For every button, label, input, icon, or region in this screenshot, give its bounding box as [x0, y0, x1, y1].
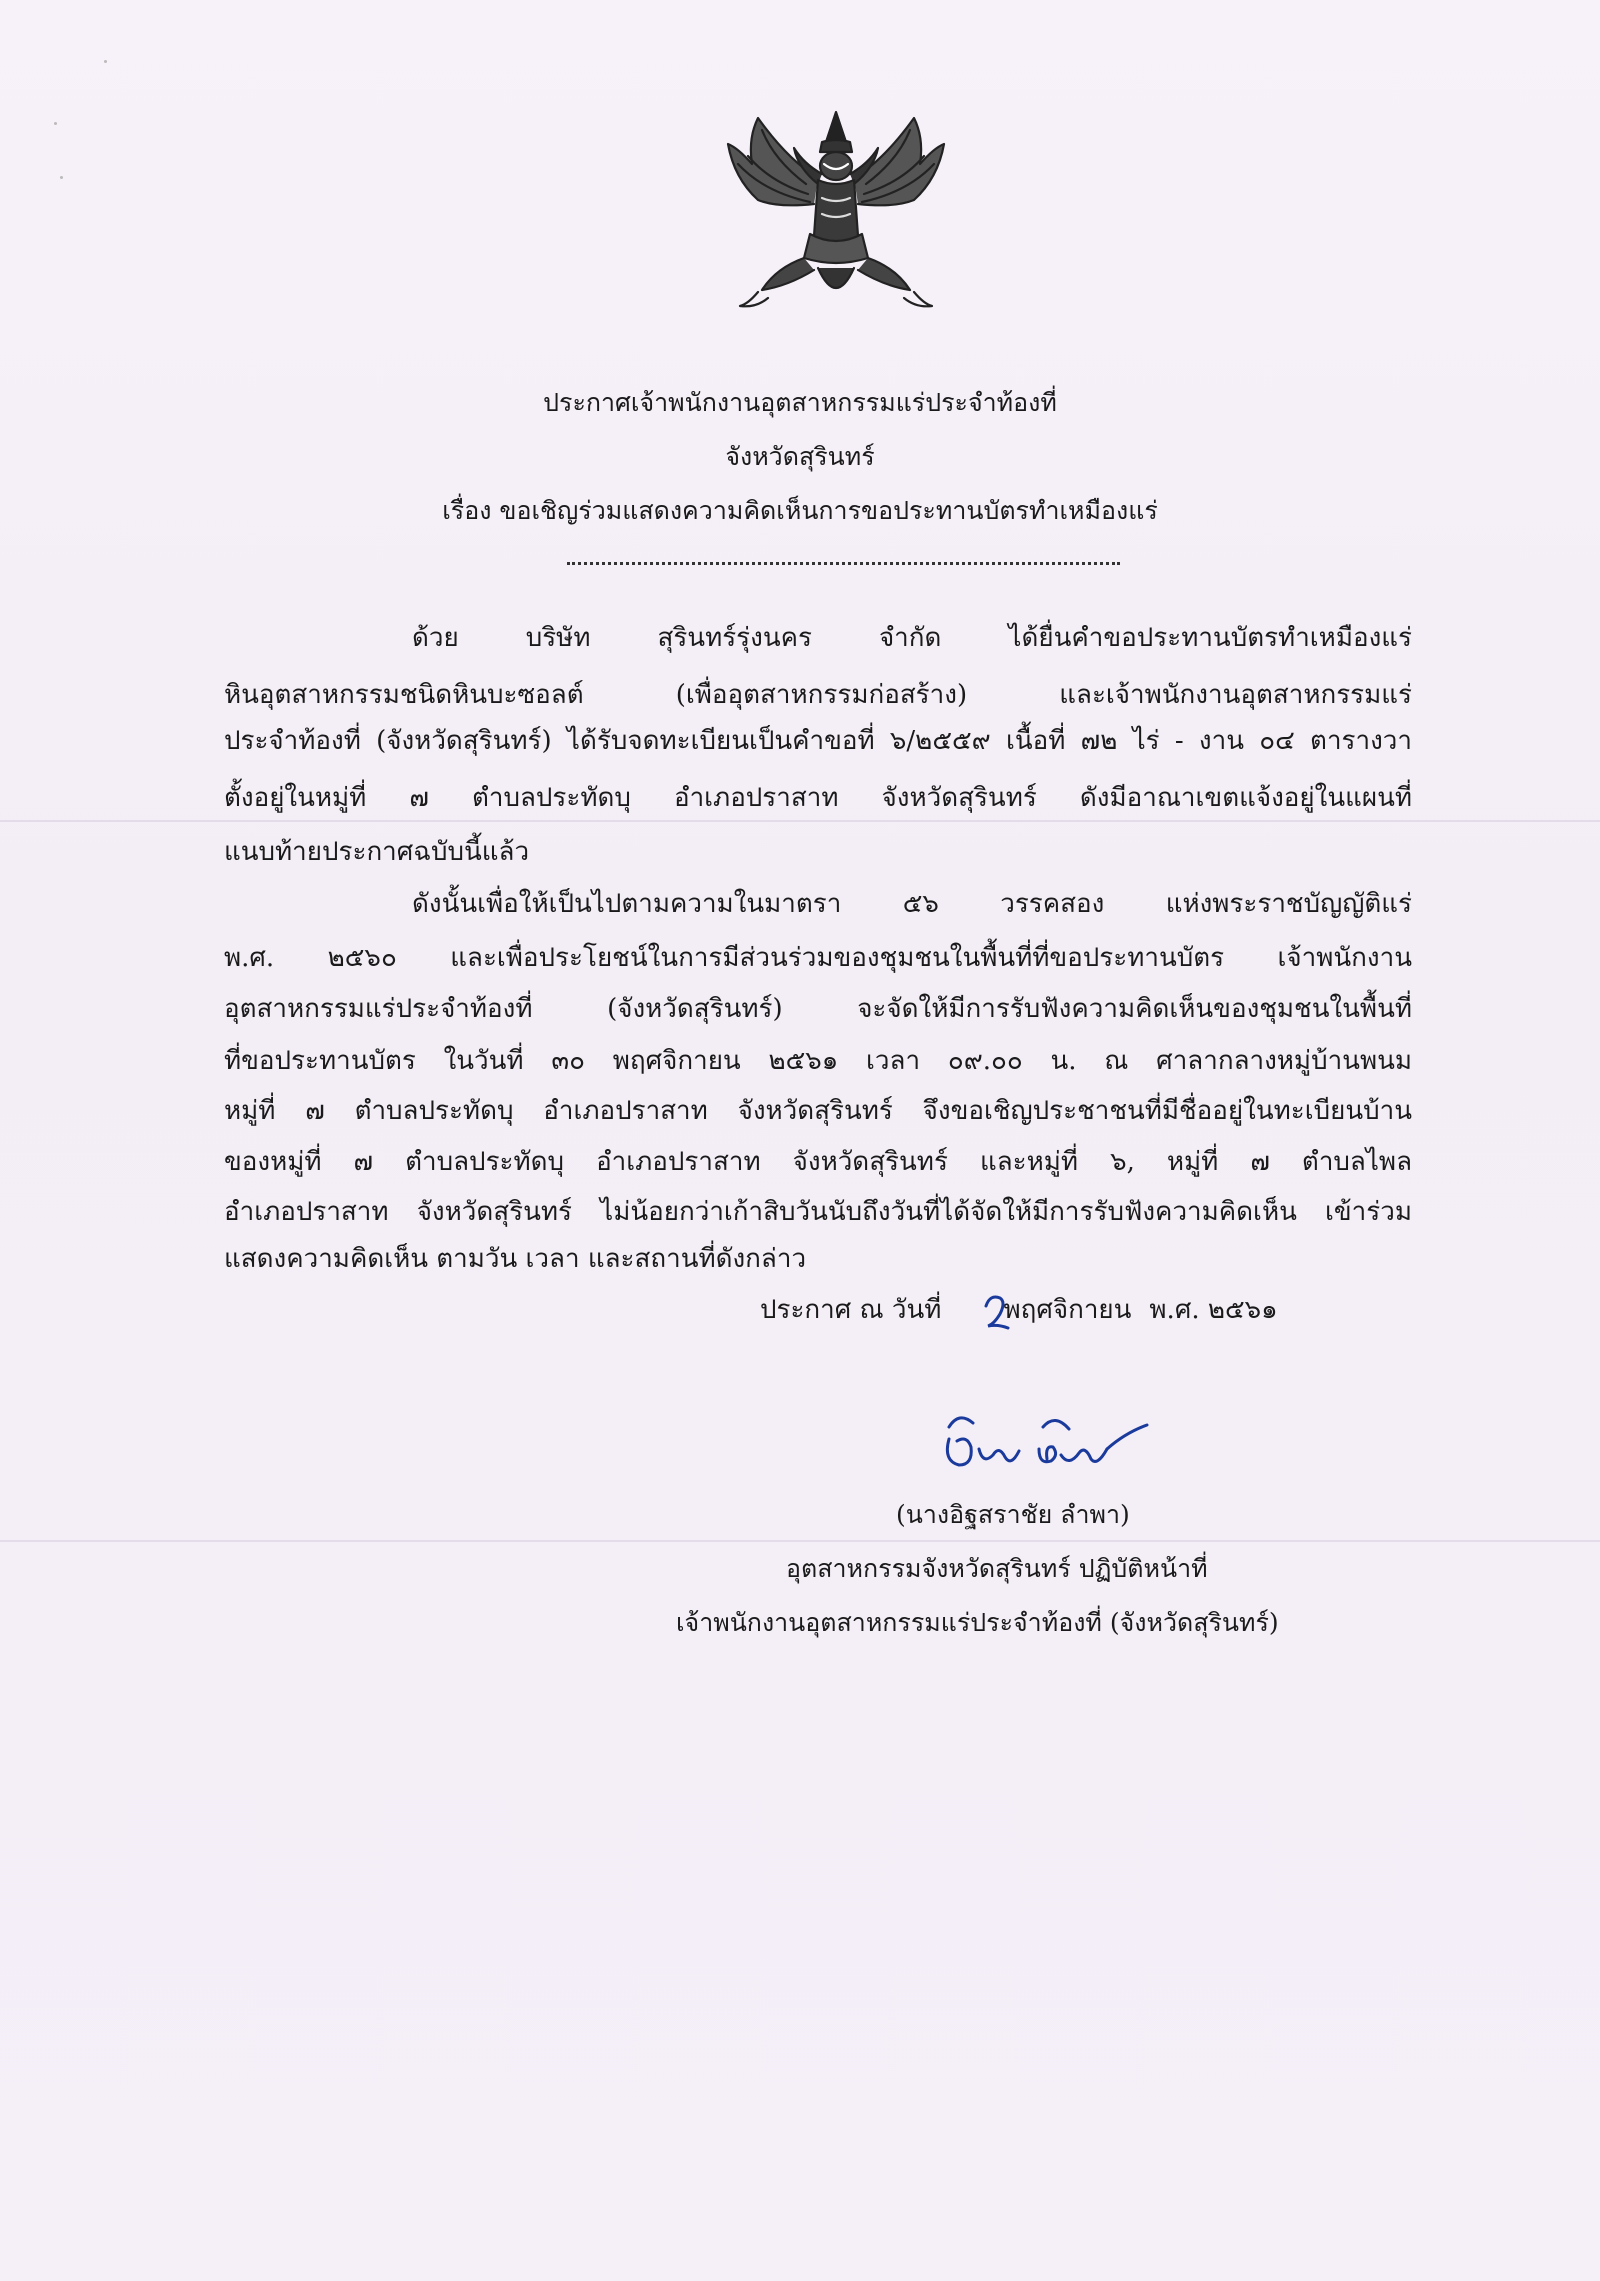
- signatory-position-2: เจ้าพนักงานอุตสาหกรรมแร่ประจำท้องที่ (จังหวัดสุรินทร์): [676, 1608, 1279, 1637]
- paragraph-2-line: อุตสาหกรรมแร่ประจำท้องที่ (จังหวัดสุรินทร์) จะจัดให้มีการรับฟังความคิดเห็นของชุมชนในพื้นที่: [224, 994, 1412, 1024]
- notice-subject: เรื่อง ขอเชิญร่วมแสดงความคิดเห็นการขอประทานบัตรทำเหมืองแร่: [442, 496, 1158, 525]
- signatory-position-1: อุตสาหกรรมจังหวัดสุรินทร์ ปฏิบัติหน้าที่: [786, 1554, 1208, 1583]
- paragraph-2-line: หมู่ที่ ๗ ตำบลประทัดบุ อำเภอปราสาท จังหวัดสุรินทร์ จึงขอเชิญประชาชนที่มีชื่ออยู่ในทะเบียนบ้าน: [224, 1096, 1412, 1126]
- paragraph-1-line: หินอุตสาหกรรมชนิดหินบะซอลต์ (เพื่ออุตสาหกรรมก่อสร้าง) และเจ้าพนักงานอุตสาหกรรมแร่: [224, 680, 1412, 710]
- announce-date: [760, 1292, 1278, 1328]
- paragraph-2-line: ดังนั้นเพื่อให้เป็นไปตามความในมาตรา ๕๖ วรรคสอง แห่งพระราชบัญญัติแร่: [412, 889, 1412, 919]
- paragraph-2-line: ที่ขอประทานบัตร ในวันที่ ๓๐ พฤศจิกายน ๒๕๖๑ เวลา ๐๙.๐๐ น. ณ ศาลากลางหมู่บ้านพนม: [224, 1046, 1412, 1076]
- title-divider: [567, 562, 1120, 565]
- announce-prefix: ประกาศ ณ วันที่: [760, 1295, 942, 1325]
- paper-speck: [54, 122, 57, 125]
- paragraph-2-line: แสดงความคิดเห็น ตามวัน เวลา และสถานที่ดังกล่าว: [224, 1244, 807, 1274]
- paragraph-1-line: ตั้งอยู่ในหมู่ที่ ๗ ตำบลประทัดบุ อำเภอปราสาท จังหวัดสุรินทร์ ดังมีอาณาเขตแจ้งอยู่ในแผนที่: [224, 783, 1412, 813]
- notice-province: จังหวัดสุรินทร์: [725, 442, 875, 471]
- handwritten-signature-icon: [935, 1405, 1155, 1485]
- paper-fold: [0, 1540, 1600, 1542]
- paragraph-1-line: ด้วย บริษัท สุรินทร์รุ่งนคร จำกัด ได้ยื่นคำขอประทานบัตรทำเหมืองแร่: [412, 623, 1412, 653]
- announce-year: พ.ศ. ๒๕๖๑: [1149, 1295, 1278, 1325]
- paper-speck: [104, 60, 107, 63]
- garuda-emblem-icon: [718, 108, 954, 314]
- announce-month: พฤศจิกายน: [1003, 1295, 1132, 1325]
- paragraph-2-line: ของหมู่ที่ ๗ ตำบลประทัดบุ อำเภอปราสาท จังหวัดสุรินทร์ และหมู่ที่ ๖, หมู่ที่ ๗ ตำบลไพล: [224, 1147, 1413, 1177]
- paragraph-1-line: ประจำท้องที่ (จังหวัดสุรินทร์) ได้รับจดทะเบียนเป็นคำขอที่ ๖/๒๕๕๙ เนื้อที่ ๗๒ ไร่ - งาน ๐๔ ตารางวา: [224, 726, 1412, 756]
- paragraph-2-line: พ.ศ. ๒๕๖๐ และเพื่อประโยชน์ในการมีส่วนร่วมของชุมชนในพื้นที่ที่ขอประทานบัตร เจ้าพนักงาน: [224, 943, 1412, 973]
- paper-speck: [60, 176, 63, 179]
- notice-title: ประกาศเจ้าพนักงานอุตสาหกรรมแร่ประจำท้องที่: [543, 388, 1057, 417]
- paragraph-1-line: แนบท้ายประกาศฉบับนี้แล้ว: [224, 837, 530, 867]
- signatory-name: (นางอิฐสราชัย ลำพา): [896, 1500, 1130, 1529]
- handwritten-day-icon: [980, 1288, 1014, 1332]
- paper-fold: [0, 820, 1600, 822]
- paragraph-2-line: อำเภอปราสาท จังหวัดสุรินทร์ ไม่น้อยกว่าเก้าสิบวันนับถึงวันที่ได้จัดให้มีการรับฟังความคิดเห็น เข้าร่วม: [224, 1197, 1412, 1227]
